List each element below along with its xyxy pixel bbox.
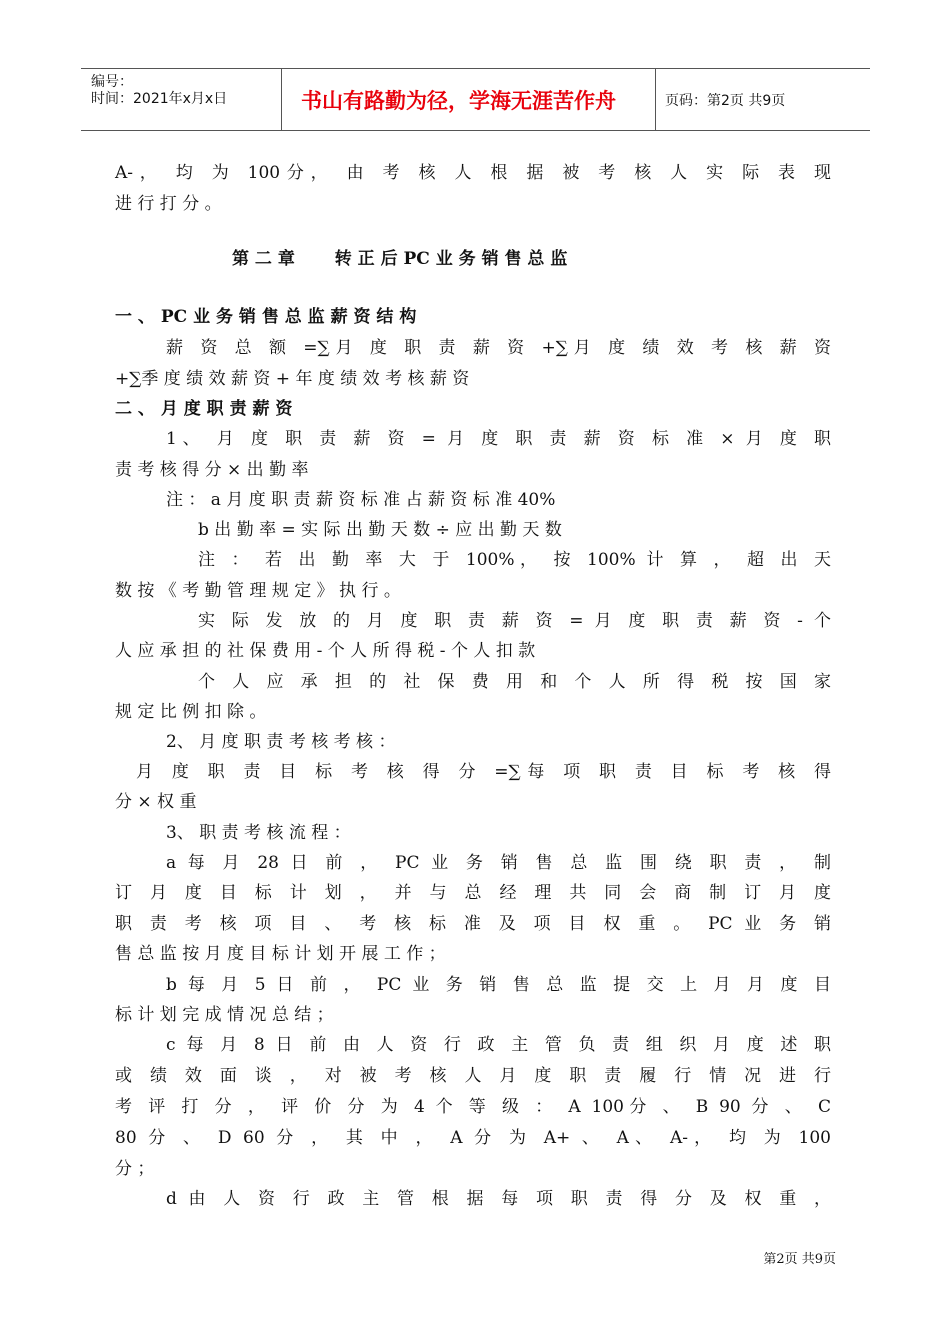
body-line: b 出 勤 率 = 实 际 出 勤 天 数 ÷ 应 出 勤 天 数 (198, 520, 562, 540)
body-line: 进 行 打 分 。 (115, 194, 222, 214)
body-line: 或 绩 效 面 谈 ， 对 被 考 核 人 月 度 职 责 履 行 情 况 进 行 (115, 1066, 831, 1086)
body-line: 月 度 职 责 目 标 考 核 得 分 =∑每 项 职 责 目 标 考 核 得 (136, 762, 831, 782)
body-line: 2、 月 度 职 责 考 核 考 核 ： (166, 732, 396, 752)
footer-page-number: 第2页 共9页 (763, 1252, 836, 1267)
body-line: A-， 均 为 100分， 由 考 核 人 根 据 被 考 核 人 实 际 表 现 (115, 163, 831, 183)
body-line: b 每 月 5 日 前 ， PC 业 务 销 售 总 监 提 交 上 月 月 度 目 (166, 975, 831, 995)
body-line: 注 ： a 月 度 职 责 薪 资 标 准 占 薪 资 标 准 40% (166, 490, 556, 510)
body-line: 80 分 、 D 60 分 ， 其 中 ， A 分 为 A+ 、 A、 A-， 均 为 100 (115, 1128, 831, 1148)
body-line: 实 际 发 放 的 月 度 职 责 薪 资 = 月 度 职 责 薪 资 - 个 (198, 611, 831, 631)
body-line: 个 人 应 承 担 的 社 保 费 用 和 个 人 所 得 税 按 国 家 (198, 672, 831, 692)
body-line: 职 责 考 核 项 目 、 考 核 标 准 及 项 目 权 重 。 PC 业 务 销 (115, 914, 831, 934)
body-line: 1、 月 度 职 责 薪 资 = 月 度 职 责 薪 资 标 准 × 月 度 职 (166, 429, 831, 449)
date-label: 时间：2021年x月x日 (91, 91, 228, 107)
body-line: 标 计 划 完 成 情 况 总 结 ； (115, 1005, 334, 1025)
body-line: 薪 资 总 额 =∑月 度 职 责 薪 资 +∑月 度 绩 效 考 核 薪 资 (166, 338, 831, 358)
body-line: a 每 月 28 日 前 ， PC 业 务 销 售 总 监 围 绕 职 责 ， 制 (166, 853, 831, 873)
body-line: 人 应 承 担 的 社 保 费 用 - 个 人 所 得 税 - 个 人 扣 款 (115, 641, 536, 661)
body-line: 分 ； (115, 1159, 155, 1179)
body-line: +∑季 度 绩 效 薪 资 + 年 度 绩 效 考 核 薪 资 (115, 369, 470, 389)
body-line: 考 评 打 分 ， 评 价 分 为 4 个 等 级 ： A 100分 、 B 90 分 、 C (115, 1097, 831, 1117)
header-divider (281, 69, 282, 130)
section-heading: 二 、 月 度 职 责 薪 资 (115, 399, 293, 419)
header-divider (655, 69, 656, 130)
body-line: d 由 人 资 行 政 主 管 根 据 每 项 职 责 得 分 及 权 重 ， (166, 1189, 831, 1209)
serial-number-label: 编号： (91, 74, 133, 90)
body-line: 规 定 比 例 扣 除 。 (115, 702, 267, 722)
body-line: 3、 职 责 考 核 流 程 ： (166, 823, 351, 843)
body-line: 订 月 度 目 标 计 划 ， 并 与 总 经 理 共 同 会 商 制 订 月 度 (115, 883, 831, 903)
body-line: 售 总 监 按 月 度 目 标 计 划 开 展 工 作 ； (115, 944, 446, 964)
chapter-heading: 第 二 章 转 正 后 PC 业 务 销 售 总 监 (232, 249, 568, 269)
header-page-label: 页码：第2页 共9页 (665, 93, 786, 109)
header-motto: 书山有路勤为径，学海无涯苦作舟 (301, 89, 616, 113)
section-heading: 一 、 PC 业 务 销 售 总 监 薪 资 结 构 (115, 307, 417, 327)
body-line: 注 ： 若 出 勤 率 大 于 100%， 按 100% 计 算 ， 超 出 天 (198, 550, 831, 570)
body-line: c 每 月 8 日 前 由 人 资 行 政 主 管 负 责 组 织 月 度 述 职 (166, 1035, 831, 1055)
body-line: 数 按 《 考 勤 管 理 规 定 》 执 行 。 (115, 581, 401, 601)
body-line: 分 × 权 重 (115, 792, 197, 812)
body-line: 责 考 核 得 分 × 出 勤 率 (115, 460, 309, 480)
document-header (81, 68, 870, 131)
